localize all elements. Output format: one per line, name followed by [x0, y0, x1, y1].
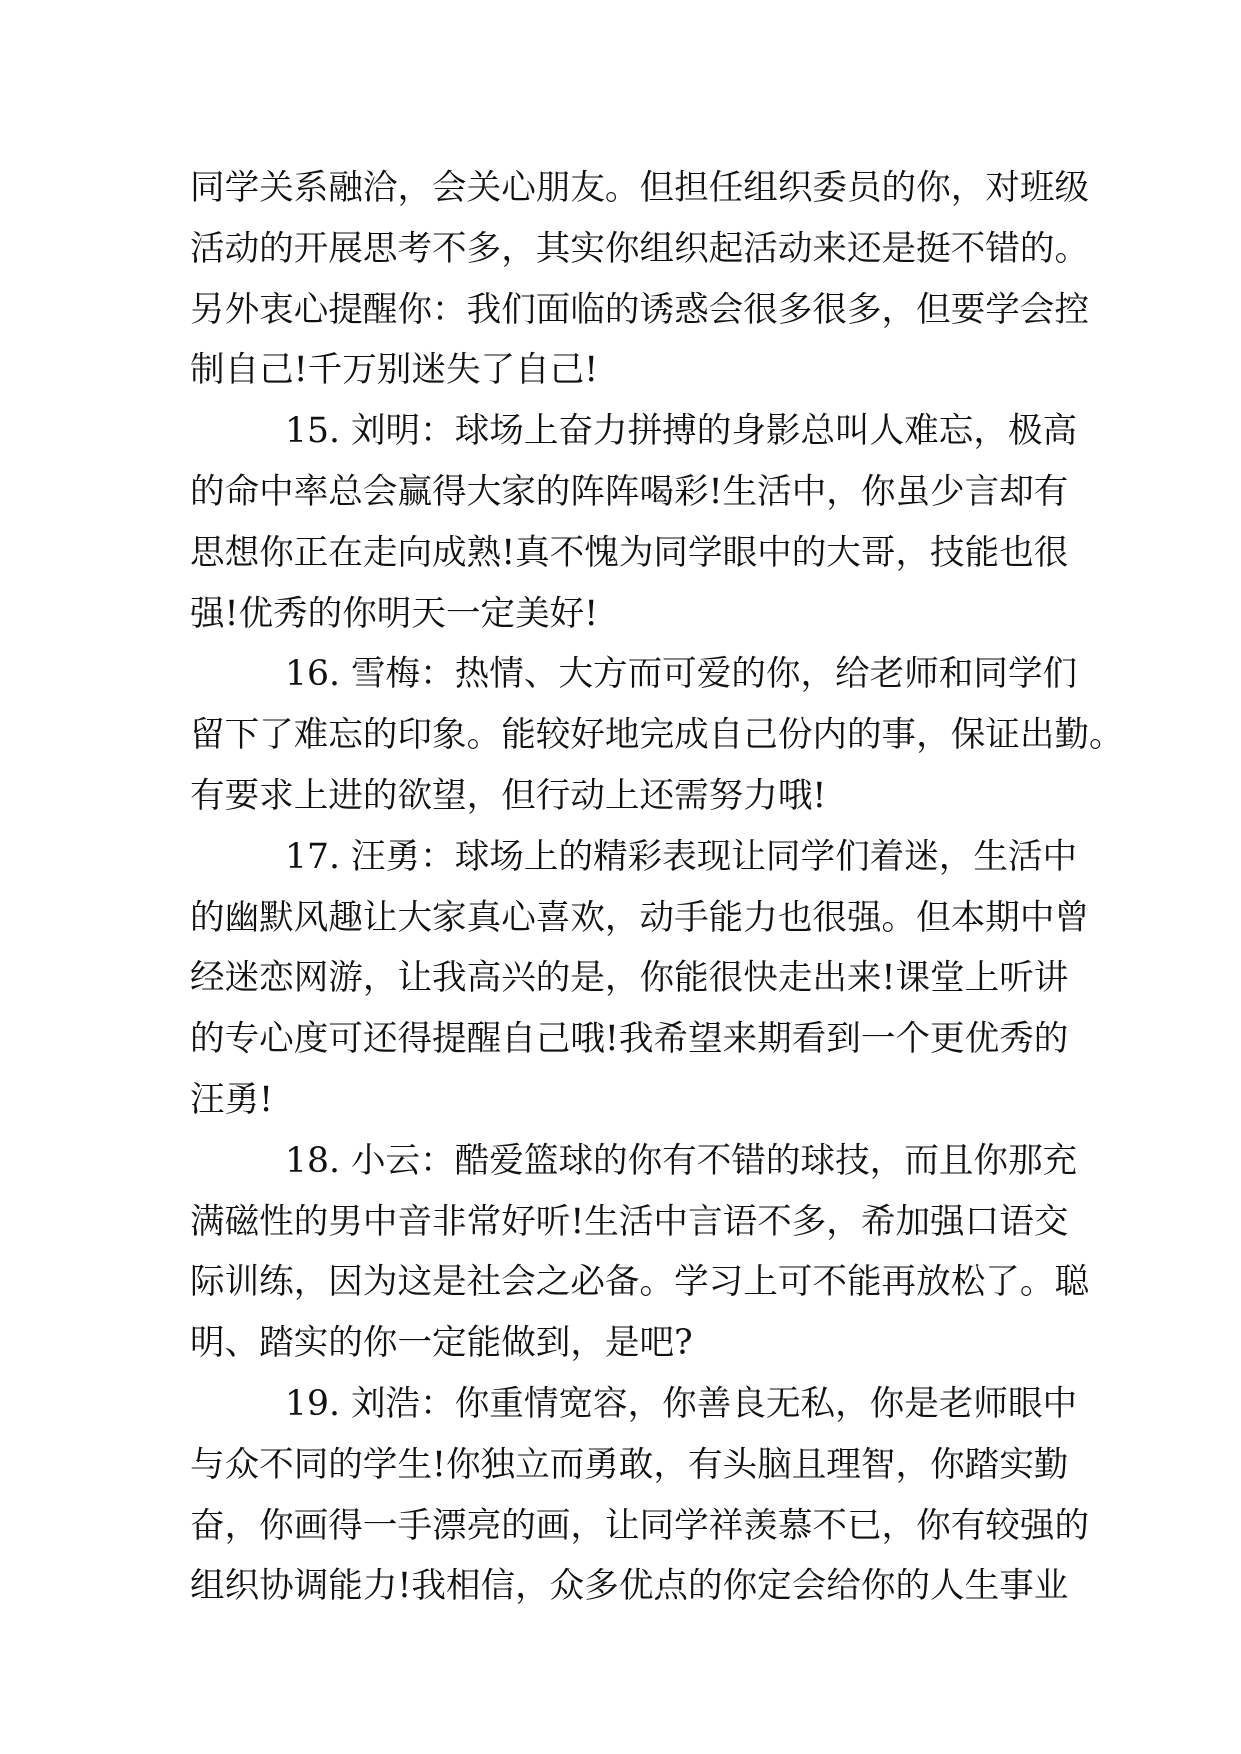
- text-line: 有要求上进的欲望，但行动上还需努力哦!: [190, 775, 827, 816]
- text-line: 思想你正在走向成熟!真不愧为同学眼中的大哥，技能也很: [190, 532, 1069, 573]
- text-line: 另外衷心提醒你：我们面临的诱惑会很多很多，但要学会控: [190, 289, 1090, 330]
- text-line: 的命中率总会赢得大家的阵阵喝彩!生活中，你虽少言却有: [190, 471, 1069, 512]
- text-line: 同学关系融洽，会关心朋友。但担任组织委员的你，对班级: [190, 168, 1090, 208]
- text-line: 汪勇!: [190, 1079, 274, 1120]
- text-line: 与众不同的学生!你独立而勇敢，有头脑且理智，你踏实勤: [190, 1444, 1069, 1485]
- text-line: 满磁性的男中音非常好听!生活中言语不多，希加强口语交: [190, 1201, 1069, 1242]
- paragraph-start-15: 15. 刘明：球场上奋力拼搏的身影总叫人难忘，极高: [285, 411, 1078, 452]
- text-line: 际训练，因为这是社会之必备。学习上可不能再放松了。聪: [190, 1262, 1090, 1303]
- body-text: [190, 158, 1124, 1617]
- text-line: 奋，你画得一手漂亮的画，让同学祥羡慕不已，你有较强的: [190, 1505, 1090, 1546]
- text-line: 组织协调能力!我相信，众多优点的你定会给你的人生事业: [190, 1566, 1069, 1607]
- text-line: 留下了难忘的印象。能较好地完成自己份内的事，保证出勤。: [190, 715, 1124, 756]
- text-line: 制自己!千万别迷失了自己!: [190, 350, 599, 391]
- paragraph-start-19: 19. 刘浩：你重情宽容，你善良无私，你是老师眼中: [285, 1383, 1078, 1424]
- text-line: 活动的开展思考不多，其实你组织起活动来还是挺不错的。: [190, 228, 1090, 269]
- paragraph-start-16: 16. 雪梅：热情、大方而可爱的你，给老师和同学们: [285, 654, 1078, 695]
- text-line: 明、踏实的你一定能做到，是吧?: [190, 1323, 693, 1364]
- text-line: 强!优秀的你明天一定美好!: [190, 593, 599, 634]
- paragraph-start-18: 18. 小云：酷爱篮球的你有不错的球技，而且你那充: [285, 1140, 1078, 1181]
- text-line: 的专心度可还得提醒自己哦!我希望来期看到一个更优秀的: [190, 1019, 1069, 1060]
- paragraph-start-17: 17. 汪勇：球场上的精彩表现让同学们着迷，生活中: [285, 836, 1078, 877]
- text-line: 经迷恋网游，让我高兴的是，你能很快走出来!课堂上听讲: [190, 958, 1069, 999]
- text-line: 的幽默风趣让大家真心喜欢，动手能力也很强。但本期中曾: [190, 897, 1090, 938]
